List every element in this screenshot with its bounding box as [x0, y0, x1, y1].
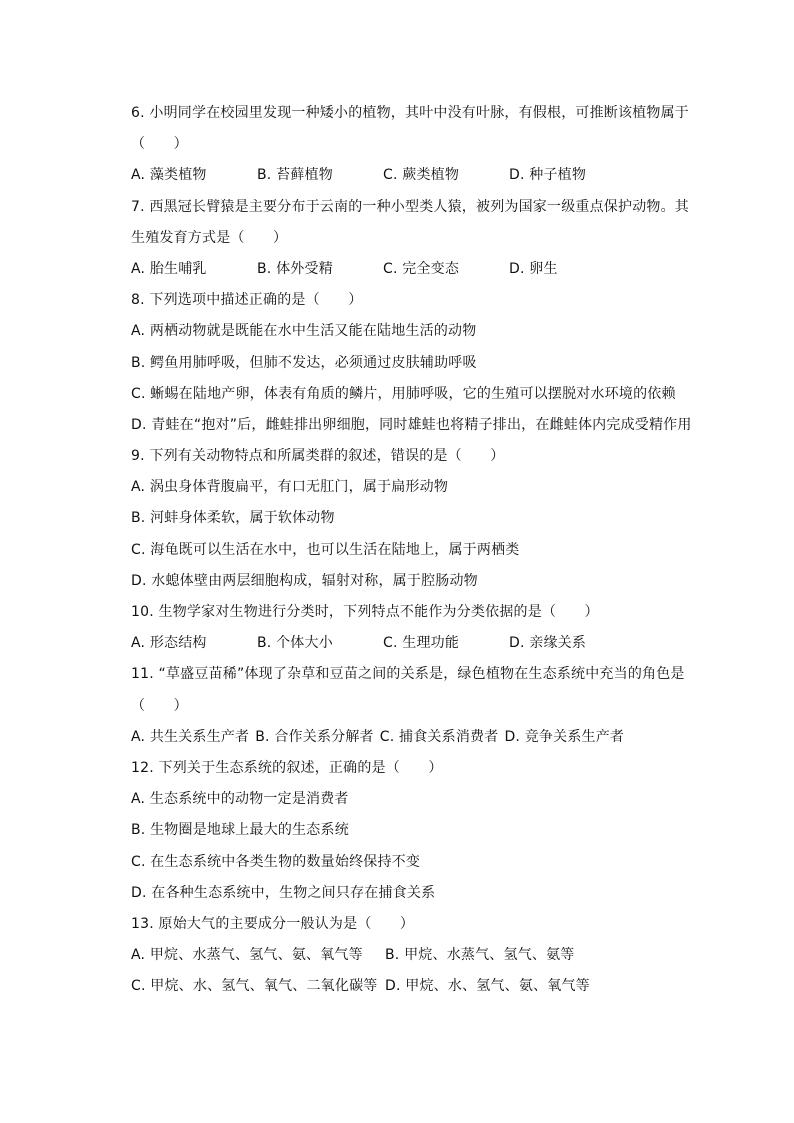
question-9-stem: 9. 下列有关动物特点和所属类群的叙述，错误的是（ ） — [131, 448, 505, 465]
question-6-option-d: D. 种子植物 — [509, 167, 587, 184]
question-8-option-b: B. 鳄鱼用肺呼吸，但肺不发达，必须通过皮肤辅助呼吸 — [131, 354, 477, 371]
question-12-option-c: C. 在生态系统中各类生物的数量始终保持不变 — [131, 853, 421, 870]
question-10-options — [131, 632, 701, 663]
question-6-option-a: A. 藻类植物 — [131, 167, 207, 184]
question-7-stem-line-1: 7. 西黑冠长臂猿是主要分布于云南的一种小型类人猿，被列为国家一级重点保护动物。其 — [131, 198, 690, 215]
question-8-option-c: C. 蜥蜴在陆地产卵，体表有角质的鳞片，用肺呼吸，它的生殖可以摆脱对水环境的依赖 — [131, 385, 676, 402]
question-9-option-b: B. 河蚌身体柔软，属于软体动物 — [131, 510, 335, 527]
question-12-option-b: B. 生物圈是地球上最大的生态系统 — [131, 822, 349, 839]
question-8-stem: 8. 下列选项中描述正确的是（ ） — [131, 292, 363, 309]
question-7-option-a: A. 胎生哺乳 — [131, 260, 207, 277]
question-10-stem: 10. 生物学家对生物进行分类时，下列特点不能作为分类依据的是（ ） — [131, 604, 599, 620]
question-12-stem: 12. 下列关于生态系统的叙述，正确的是（ ） — [131, 759, 443, 776]
question-6-stem-line-2: （ ） — [131, 136, 188, 153]
question-12-option-d: D. 在各种生态系统中，生物之间只存在捕食关系 — [131, 884, 436, 901]
question-7-option-b: B. 体外受精 — [257, 260, 333, 277]
question-11-stem-line-2: （ ） — [131, 697, 188, 714]
question-13-options-row-2 — [131, 975, 701, 1006]
question-6-options — [131, 164, 701, 195]
question-11-option-a: A. 共生关系生产者 — [131, 728, 250, 745]
question-11-option-d: D. 竞争关系生产者 — [504, 728, 625, 745]
question-11-option-c: C. 捕食关系消费者 — [379, 728, 499, 745]
question-10-option-a: A. 形态结构 — [131, 635, 207, 652]
question-13-stem: 13. 原始大气的主要成分一般认为是（ ） — [131, 915, 415, 932]
question-10-option-d: D. 亲缘关系 — [509, 635, 587, 652]
question-6-option-b: B. 苔藓植物 — [257, 167, 333, 184]
question-13-option-a: A. 甲烷、水蒸气、氢气、氨、氧气等 — [131, 947, 363, 964]
question-13-option-b: B. 甲烷、水蒸气、氢气、氨等 — [385, 947, 575, 964]
question-7-options — [131, 258, 701, 289]
question-9-option-d: D. 水螅体壁由两层细胞构成，辐射对称，属于腔肠动物 — [131, 572, 478, 589]
question-7-option-c: C. 完全变态 — [383, 260, 460, 277]
question-10-option-b: B. 个体大小 — [257, 635, 333, 652]
question-7-option-d: D. 卵生 — [509, 260, 558, 277]
question-13-option-d: D. 甲烷、水、氢气、氨、氧气等 — [385, 978, 590, 995]
question-12-option-a: A. 生态系统中的动物一定是消费者 — [131, 791, 349, 808]
question-10-option-c: C. 生理功能 — [383, 635, 460, 652]
question-11-option-b: B. 合作关系分解者 — [255, 728, 374, 745]
question-11-stem-line-1: 11. “草盛豆苗稀”体现了杂草和豆苗之间的关系是，绿色植物在生态系统中充当的角色是 — [131, 666, 685, 683]
question-8-option-a: A. 两栖动物就是既能在水中生活又能在陆地生活的动物 — [131, 323, 477, 340]
question-11-options — [131, 726, 701, 757]
question-8-option-d: D. 青蛙在“抱对”后，雌蛙排出卵细胞，同时雄蛙也将精子排出，在雌蛙体内完成受精作用 — [131, 416, 692, 433]
question-6-stem-line-1: 6. 小明同学在校园里发现一种矮小的植物，其叶中没有叶脉，有假根，可推断该植物属于 — [131, 105, 690, 121]
question-6-option-c: C. 蕨类植物 — [383, 167, 460, 184]
question-13-option-c: C. 甲烷、水、氢气、氧气、二氧化碳等 — [131, 978, 378, 995]
question-9-option-c: C. 海龟既可以生活在水中，也可以生活在陆地上，属于两栖类 — [131, 541, 520, 558]
question-13-options-row-1 — [131, 944, 701, 975]
document-page — [131, 102, 701, 1006]
question-9-option-a: A. 涡虫身体背腹扁平，有口无肛门，属于扁形动物 — [131, 479, 449, 496]
question-7-stem-line-2: 生殖发育方式是（ ） — [131, 229, 288, 246]
